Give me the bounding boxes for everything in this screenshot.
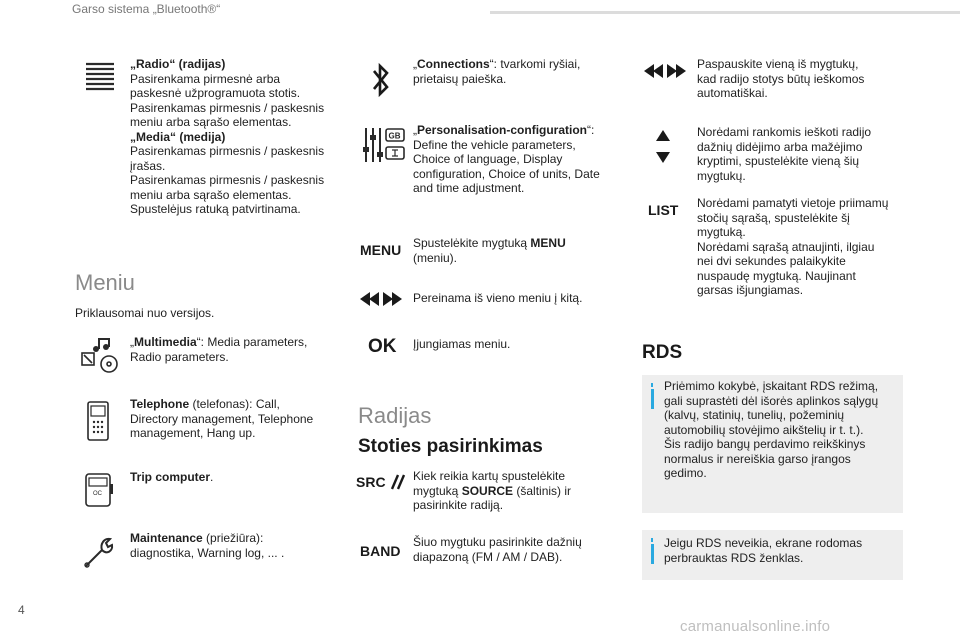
- media-line: Pasirenkamas pirmesnis / paskesnis: [130, 173, 325, 187]
- svg-text:GB: GB: [388, 131, 401, 141]
- ok-button-description: Įjungiamas meniu.: [413, 337, 511, 351]
- page-number: 4: [18, 603, 25, 617]
- rds-info-line: (kalvų, statinių, tunelių, požeminių: [664, 408, 845, 422]
- menu-intro: Priklausomai nuo versijos.: [75, 306, 215, 320]
- menu-button-text: Spustelėkite mygtuką: [413, 236, 531, 250]
- media-line: įrašas.: [130, 158, 166, 173]
- station-selection-title: Stoties pasirinkimas: [358, 436, 543, 457]
- station-list-text: Norėdami sąrašą atnaujinti, ilgiau: [697, 239, 875, 254]
- menu-button-text: (meniu).: [413, 250, 458, 265]
- multimedia-label: Multimedia: [134, 335, 197, 349]
- info-bar-tick: [651, 538, 653, 542]
- radio-line: paskesnė užprogramuota stotis.: [130, 86, 301, 100]
- header-rule: [490, 11, 960, 14]
- personalisation-text: configuration, Choice of units, Date: [413, 166, 600, 181]
- connections-text: “: tvarkomi ryšiai,: [489, 57, 581, 71]
- manual-search-text: Norėdami rankomis ieškoti radijo: [697, 125, 872, 139]
- station-list-text: nei dvi sekundes palaikykite: [697, 254, 846, 268]
- prev-next-arrows-icon: [358, 290, 404, 308]
- media-line: meniu arba sąrašo elementas.: [130, 187, 292, 202]
- list-button-icon: LIST: [648, 202, 679, 218]
- section-title-rds: RDS: [642, 342, 683, 363]
- source-label: SOURCE: [461, 483, 514, 498]
- source-text: Kiek reikia kartų spustelėkite: [413, 469, 566, 483]
- personalisation-description: [413, 123, 623, 196]
- station-list-text: Norėdami pamatyti vietoje priimamų: [697, 196, 889, 210]
- section-title-menu: Meniu: [75, 270, 135, 295]
- svg-text:OC: OC: [93, 491, 102, 497]
- menu-button-label: MENU: [530, 236, 566, 250]
- maintenance-description: [130, 531, 340, 560]
- station-list-description: [697, 196, 907, 298]
- personalisation-text: Define the vehicle parameters,: [413, 137, 576, 152]
- auto-seek-text: automatiškai.: [697, 86, 768, 100]
- connections-description: [413, 57, 623, 86]
- multimedia-description: [130, 335, 335, 364]
- source-button-icon: [356, 472, 406, 492]
- source-description: [413, 469, 613, 513]
- ok-button-icon: OK: [368, 336, 397, 357]
- band-text: diapazoną (FM / AM / DAB).: [413, 549, 563, 564]
- media-title: „Media“ (medija): [130, 129, 226, 144]
- rds-info-line: gali suprastėti dėl išorės aplinkos sąlygų: [664, 393, 879, 408]
- quote-mark: „: [130, 335, 134, 349]
- up-down-arrows-icon: [655, 128, 671, 166]
- menu-button-description: [413, 236, 613, 265]
- station-list-text: garsas išjungiamas.: [697, 283, 804, 297]
- connections-text: prietaisų paieška.: [413, 71, 507, 86]
- list-menu-icon: [84, 60, 118, 92]
- page-header: Garso sistema „Bluetooth®“: [72, 2, 221, 16]
- section-title-radio: Radijas: [358, 403, 432, 428]
- auto-seek-text: kad radijo stotys būtų ieškomos: [697, 71, 865, 86]
- source-icon-label: SRC: [356, 474, 386, 490]
- rds-info-line: automobilių stovėjimo aikštelių ir t. t.).: [664, 422, 864, 437]
- source-text: pasirinkite radiją.: [413, 498, 504, 512]
- rds-info-line: Priėmimo kokybė, įskaitant RDS režimą,: [664, 379, 879, 393]
- menu-navigation-text: Pereinama iš vieno meniu į kitą.: [413, 291, 583, 305]
- station-list-text: stočių sąrašą, spustelėkite šį: [697, 210, 850, 225]
- rds-info-text: [664, 379, 900, 481]
- radio-media-description: [130, 57, 340, 217]
- telephone-text: (telefonas): Call,: [189, 397, 280, 411]
- band-text: Šiuo mygtuku pasirinkite dažnių: [413, 535, 582, 549]
- watermark: carmanualsonline.info: [680, 618, 831, 635]
- rds-info-line: Šis radijo bangų perdavimo reikškinys: [664, 437, 866, 451]
- personalisation-label: Personalisation-configuration: [417, 123, 588, 137]
- radio-title: „Radio“ (radijas): [130, 57, 226, 71]
- trip-computer-icon: [84, 470, 114, 510]
- radio-line: meniu arba sąrašo elementas.: [130, 115, 292, 129]
- quote-mark: „: [413, 57, 417, 71]
- maintenance-label: Maintenance: [130, 531, 203, 545]
- maintenance-text: (priežiūra):: [202, 531, 264, 545]
- manual-search-description: [697, 125, 907, 183]
- manual-search-text: kryptimi, spustelėkite vieną šių: [697, 154, 860, 168]
- station-list-text: mygtuką.: [697, 225, 746, 239]
- media-line: Pasirenkamas pirmesnis / paskesnis: [130, 144, 325, 158]
- rds-warning-line: Jeigu RDS neveikia, ekrane rodomas: [664, 536, 863, 550]
- multimedia-icon: [80, 337, 120, 373]
- radio-line: Pasirenkama pirmesnė arba: [130, 71, 281, 86]
- settings-sliders-icon: [362, 125, 406, 165]
- wrench-icon: [80, 534, 116, 570]
- maintenance-text: diagnostika, Warning log, ... .: [130, 545, 285, 560]
- rds-info-line: gedimo.: [664, 466, 707, 480]
- telephone-text: management, Hang up.: [130, 426, 256, 440]
- source-text: mygtuką: [413, 483, 462, 498]
- trip-computer-label: Trip computer: [130, 470, 211, 484]
- seek-arrows-icon: [642, 62, 688, 80]
- multimedia-text: “: Media parameters,: [196, 335, 308, 349]
- radio-line: Pasirenkamas pirmesnis / paskesnis: [130, 100, 325, 115]
- source-text: (šaltinis) ir: [513, 483, 572, 498]
- rds-info-line: normalus ir nereiškia garso įrangos: [664, 451, 851, 466]
- personalisation-text: and time adjustment.: [413, 181, 525, 195]
- auto-seek-text: Paspauskite vieną iš mygtukų,: [697, 57, 859, 71]
- personalisation-text: “:: [587, 123, 595, 137]
- telephone-label: Telephone: [130, 397, 190, 411]
- telephone-text: Directory management, Telephone: [130, 411, 314, 426]
- bluetooth-icon: [370, 60, 392, 100]
- multimedia-text: Radio parameters.: [130, 349, 229, 364]
- manual-search-text: mygtukų.: [697, 168, 746, 183]
- menu-button-icon: MENU: [360, 242, 402, 258]
- info-bar: [651, 389, 654, 409]
- auto-seek-description: [697, 57, 907, 101]
- band-button-icon: BAND: [360, 543, 401, 559]
- quote-mark: „: [413, 123, 417, 137]
- connections-label: Connections: [417, 57, 490, 71]
- telephone-description: [130, 397, 340, 441]
- station-list-text: nuspaudę mygtuką. Naujinant: [697, 268, 856, 283]
- media-line: Spustelėjus ratuką patvirtinama.: [130, 202, 301, 216]
- trip-computer-description: [130, 470, 213, 485]
- rds-warning-line: perbrauktas RDS ženklas.: [664, 550, 804, 565]
- trip-computer-text: .: [210, 470, 214, 484]
- rds-warning-text: [664, 536, 900, 565]
- band-description: [413, 535, 613, 564]
- manual-search-text: dažnių didėjimo arba mažėjimo: [697, 139, 863, 154]
- phone-icon: [86, 400, 110, 442]
- info-bar: [651, 544, 654, 564]
- personalisation-text: Choice of language, Display: [413, 152, 563, 166]
- info-bar-tick: [651, 383, 653, 387]
